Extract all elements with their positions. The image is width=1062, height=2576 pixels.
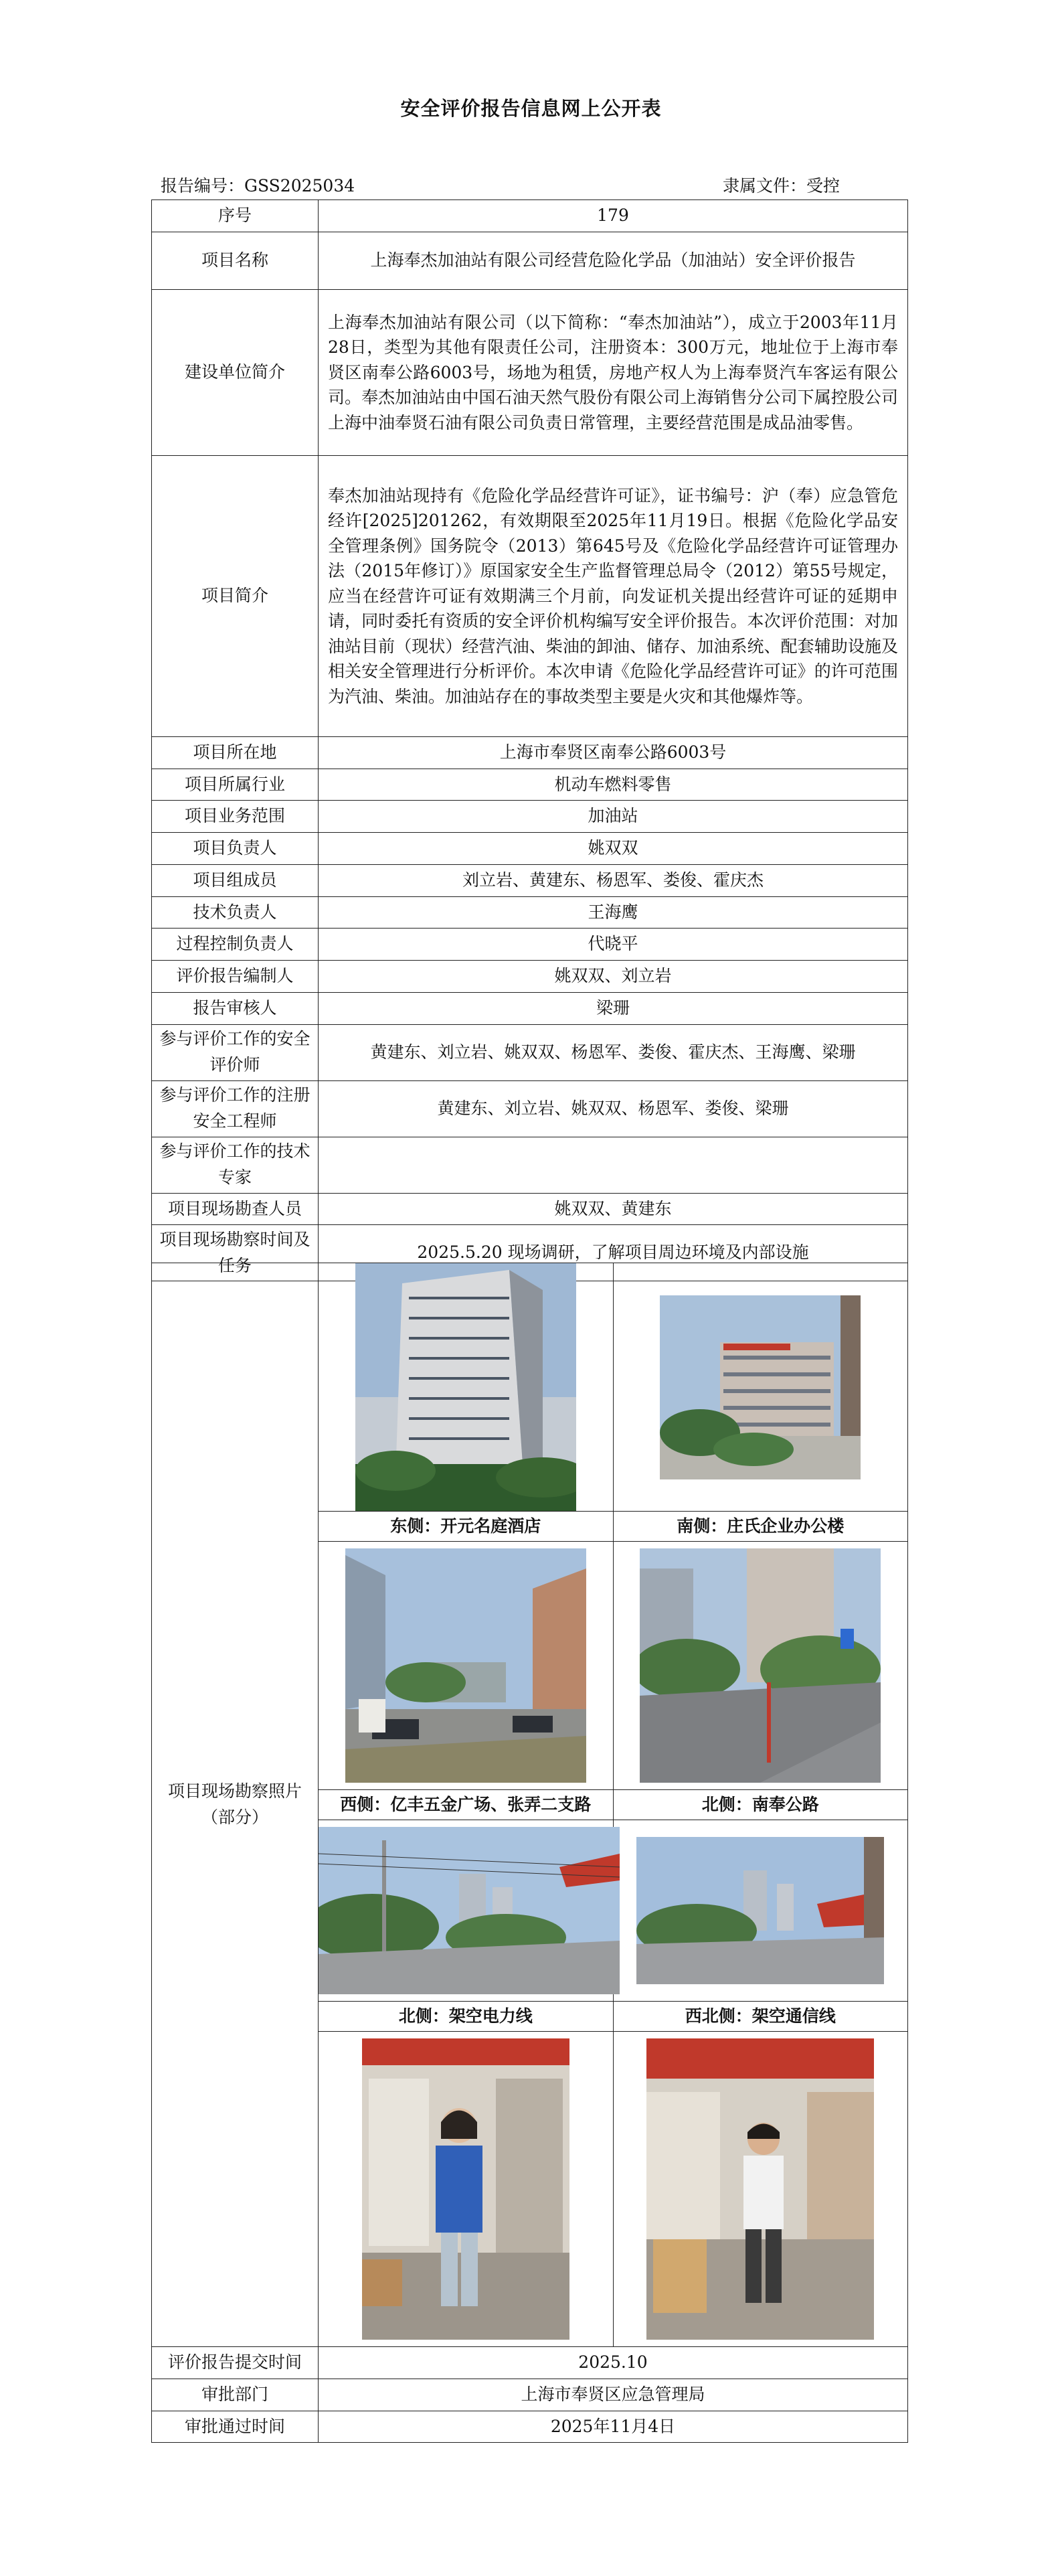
- row-value: 179: [319, 200, 908, 232]
- photo-cell: [319, 2032, 614, 2347]
- row-label: 项目组成员: [152, 864, 319, 896]
- table-row: [152, 1024, 908, 1080]
- table-row: [152, 736, 908, 769]
- photo-northwest-telecom-line: [636, 1837, 884, 1984]
- subordinate-doc: 隶属文件：受控: [723, 176, 840, 195]
- photo-row: [152, 1263, 908, 1512]
- row-label: 项目所在地: [152, 736, 319, 769]
- row-label: 技术负责人: [152, 896, 319, 929]
- table-row: [152, 929, 908, 961]
- row-value: 2025.10: [319, 2347, 908, 2379]
- row-label: 项目简介: [152, 455, 319, 736]
- row-value: 2025.5.20 现场调研，了解项目周边环境及内部设施: [319, 1225, 908, 1281]
- photo-caption: 西侧：亿丰五金广场、张弄二支路: [319, 1790, 614, 1820]
- row-label: 评价报告编制人: [152, 961, 319, 993]
- photo-cell: [319, 1542, 614, 1790]
- table-row: [152, 769, 908, 801]
- photo-west-plaza: [345, 1548, 586, 1783]
- row-value: 上海奉杰加油站有限公司经营危险化学品（加油站）安全评价报告: [319, 232, 908, 289]
- table-row: [152, 2411, 908, 2443]
- row-label: 参与评价工作的注册安全工程师: [152, 1080, 319, 1137]
- footer-table: [151, 2346, 908, 2443]
- photo-cell: [613, 1542, 908, 1790]
- report-number: 报告编号：GSS2025034: [161, 176, 355, 195]
- row-value: 代晓平: [319, 929, 908, 961]
- table-row: [152, 289, 908, 455]
- table-row: [152, 200, 908, 232]
- photo-east-hotel: [355, 1263, 576, 1511]
- row-value: 加油站: [319, 801, 908, 833]
- info-table: [151, 199, 908, 1281]
- table-row: [152, 232, 908, 289]
- photo-south-office: [660, 1295, 861, 1479]
- row-label: 项目业务范围: [152, 801, 319, 833]
- row-value: 黄建东、刘立岩、姚双双、杨恩军、娄俊、梁珊: [319, 1080, 908, 1137]
- table-row: [152, 455, 908, 736]
- table-row: [152, 833, 908, 865]
- photo-north-power-line: [319, 1827, 620, 1994]
- photo-cell: [613, 1820, 908, 2002]
- row-label: 项目现场勘察时间及任务: [152, 1225, 319, 1281]
- photo-caption: 东侧：开元名庭酒店: [319, 1512, 614, 1542]
- table-row: [152, 1193, 908, 1225]
- photo-caption: 北侧：南奉公路: [613, 1790, 908, 1820]
- row-label: 参与评价工作的技术专家: [152, 1137, 319, 1193]
- photo-caption: 北侧：架空电力线: [319, 2002, 614, 2032]
- table-row: [152, 896, 908, 929]
- row-label: 审批部门: [152, 2379, 319, 2411]
- photo-staff-male: [646, 2038, 874, 2340]
- table-row: [152, 1137, 908, 1193]
- photos-label: 项目现场勘察照片（部分）: [152, 1263, 319, 2347]
- table-row: [152, 961, 908, 993]
- table-row: [152, 1080, 908, 1137]
- photo-table: [151, 1263, 908, 2347]
- page-title: 安全评价报告信息网上公开表: [400, 97, 662, 120]
- table-row: [152, 2347, 908, 2379]
- row-value: 王海鹰: [319, 896, 908, 929]
- row-value: [319, 1137, 908, 1193]
- photo-cell: [613, 2032, 908, 2347]
- table-row: [152, 864, 908, 896]
- row-value: 梁珊: [319, 992, 908, 1024]
- row-value: 奉杰加油站现持有《危险化学品经营许可证》，证书编号：沪（奉）应急管危经许[2025]201262，有效期限至2025年11月19日。根据《危险化学品安全管理条例》国务院令（2013）第645号及《危险化学品经营许可证管理办法（2015年修订）》原国家安全生产监督管理总局令（2012）第55号规定，应当在经营许可证有效期满三个月前，向发证机关提出经营许可证的延期申请，同时委托有资质的安全评价机构编写安全评价报告。本次评价范围：对加油站目前（现状）经营汽油、柴油的卸油、储存、加油系统、配套辅助设施及相关安全管理进行分析评价。本次申请《危险化学品经营许可证》的许可范围为汽油、柴油。加油站存在的事故类型主要是火灾和其他爆炸等。: [319, 455, 908, 736]
- row-value: 黄建东、刘立岩、姚双双、杨恩军、娄俊、霍庆杰、王海鹰、梁珊: [319, 1024, 908, 1080]
- row-value: 姚双双、黄建东: [319, 1193, 908, 1225]
- photo-cell: [319, 1820, 614, 2002]
- row-label: 审批通过时间: [152, 2411, 319, 2443]
- row-value: 上海市奉贤区应急管理局: [319, 2379, 908, 2411]
- row-value: 姚双双、刘立岩: [319, 961, 908, 993]
- photo-staff-female: [362, 2038, 569, 2340]
- row-label: 报告审核人: [152, 992, 319, 1024]
- row-label: 评价报告提交时间: [152, 2347, 319, 2379]
- row-value: 姚双双: [319, 833, 908, 865]
- row-value: 上海奉杰加油站有限公司（以下简称：“奉杰加油站”），成立于2003年11月28日，类型为其他有限责任公司，注册资本：300万元，地址位于上海市奉贤区南奉公路6003号，场地为租赁，房地产权人为上海奉贤汽车客运有限公司。奉杰加油站由中国石油天然气股份有限公司上海销售分公司下属控股公司上海中油奉贤石油有限公司负责日常管理，主要经营范围是成品油零售。: [319, 289, 908, 455]
- photo-caption: 西北侧：架空通信线: [613, 2002, 908, 2032]
- photo-caption: 南侧：庄氏企业办公楼: [613, 1512, 908, 1542]
- row-label: 建设单位简介: [152, 289, 319, 455]
- row-label: 项目名称: [152, 232, 319, 289]
- table-row: [152, 2379, 908, 2411]
- row-value: 刘立岩、黄建东、杨恩军、娄俊、霍庆杰: [319, 864, 908, 896]
- row-label: 项目所属行业: [152, 769, 319, 801]
- row-value: 机动车燃料零售: [319, 769, 908, 801]
- table-row: [152, 801, 908, 833]
- photo-cell: [319, 1263, 614, 1512]
- row-label: 项目现场勘查人员: [152, 1193, 319, 1225]
- row-value: 2025年11月4日: [319, 2411, 908, 2443]
- photo-north-road: [640, 1548, 881, 1783]
- photo-cell: [613, 1263, 908, 1512]
- row-label: 项目负责人: [152, 833, 319, 865]
- table-row: [152, 992, 908, 1024]
- row-value: 上海市奉贤区南奉公路6003号: [319, 736, 908, 769]
- row-label: 序号: [152, 200, 319, 232]
- row-label: 参与评价工作的安全评价师: [152, 1024, 319, 1080]
- row-label: 过程控制负责人: [152, 929, 319, 961]
